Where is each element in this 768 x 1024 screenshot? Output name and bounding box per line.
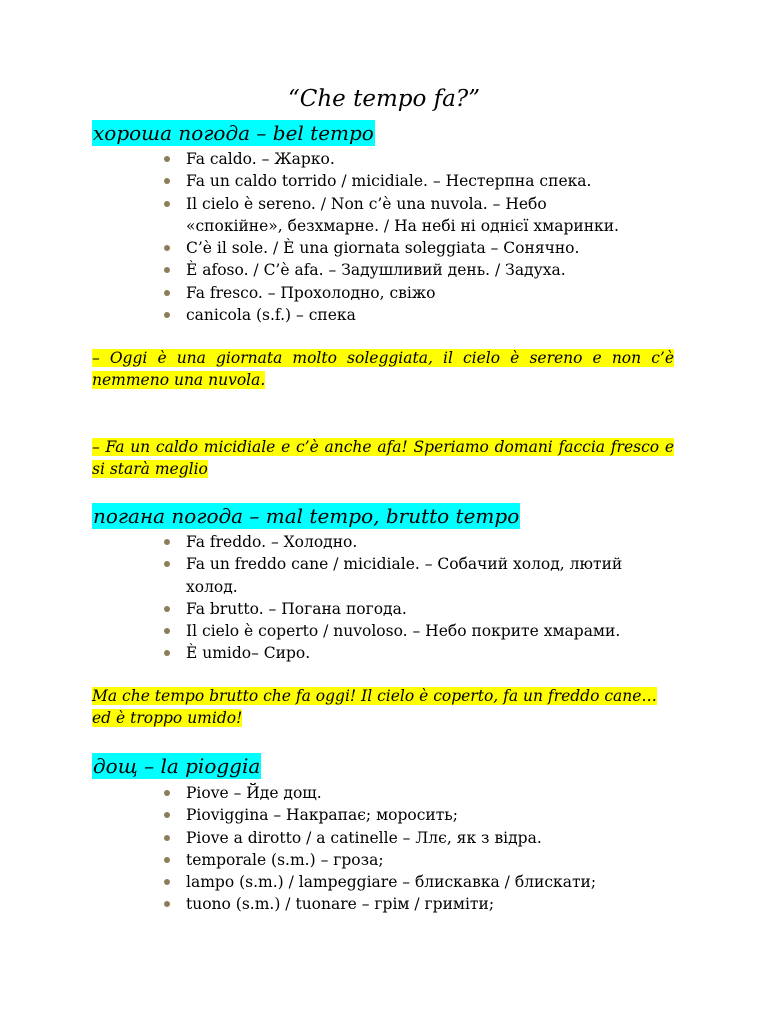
bullet-icon bbox=[164, 156, 170, 162]
list-item: lampo (s.m.) / lampeggiare – блискавка / блискати; bbox=[0, 871, 646, 893]
bullet-icon bbox=[164, 790, 170, 796]
bullet-icon bbox=[164, 312, 170, 318]
bullet-icon bbox=[164, 835, 170, 841]
section-heading-good-weather: хороша погода – bel tempo bbox=[93, 121, 374, 145]
list-item: Il cielo è coperto / nuvoloso. – Небо покрите хмарами. bbox=[0, 620, 646, 642]
bullet-icon bbox=[164, 857, 170, 863]
bullet-icon bbox=[164, 201, 170, 207]
example-sentence-1: – Oggi è una giornata molto soleggiata, il cielo è sereno e non c’è nemmeno una nuvola. bbox=[92, 349, 674, 390]
list-item: Fa un caldo torrido / micidiale. – Нестерпна спека. bbox=[0, 170, 646, 192]
list-item: Pioviggina – Накрапає; моросить; bbox=[0, 804, 646, 826]
bullet-icon bbox=[164, 606, 170, 612]
bullet-icon bbox=[164, 650, 170, 656]
rain-list bbox=[0, 782, 768, 916]
bullet-icon bbox=[164, 879, 170, 885]
bullet-icon bbox=[164, 628, 170, 634]
section-heading-rain: дощ – la pioggia bbox=[93, 754, 261, 778]
list-item: È afoso. / C’è afa. – Задушливий день. / Задуха. bbox=[0, 259, 646, 281]
example-sentence-3: Ma che tempo brutto che fa oggi! Il cielo è coperto, fa un freddo cane… ed è troppo umido! bbox=[92, 687, 657, 728]
bullet-icon bbox=[164, 245, 170, 251]
list-item: Fa caldo. – Жарко. bbox=[0, 148, 646, 170]
list-item: canicola (s.f.) – спека bbox=[0, 304, 646, 326]
bullet-icon bbox=[164, 539, 170, 545]
list-item: Fa un freddo cane / micidiale. – Собачий холод, лютий холод. bbox=[0, 553, 646, 598]
bullet-icon bbox=[164, 178, 170, 184]
bad-weather-list bbox=[0, 531, 768, 665]
section-heading-bad-weather: погана погода – mal tempo, brutto tempo bbox=[93, 504, 520, 528]
list-item: tuono (s.m.) / tuonare – грім / гриміти; bbox=[0, 893, 646, 915]
page-title: “Che tempo fa?” bbox=[288, 86, 480, 112]
list-item: Il cielo è sereno. / Non c’è una nuvola. – Небо «спокійне», безхмарне. / На небі ні однієї хмаринки. bbox=[0, 193, 646, 238]
list-item: Fa fresco. – Прохолодно, свіжо bbox=[0, 282, 646, 304]
list-item: Piove – Йде дощ. bbox=[0, 782, 646, 804]
list-item: temporale (s.m.) – гроза; bbox=[0, 849, 646, 871]
list-item: È umido– Сиро. bbox=[0, 642, 646, 664]
list-item: C’è il sole. / È una giornata soleggiata – Сонячно. bbox=[0, 237, 646, 259]
list-item: Fa brutto. – Погана погода. bbox=[0, 598, 646, 620]
bullet-icon bbox=[164, 561, 170, 567]
good-weather-list bbox=[0, 148, 768, 326]
bullet-icon bbox=[164, 812, 170, 818]
bullet-icon bbox=[164, 267, 170, 273]
list-item: Fa freddo. – Холодно. bbox=[0, 531, 646, 553]
list-item: Piove a dirotto / a catinelle – Ллє, як з відра. bbox=[0, 827, 646, 849]
example-sentence-2: – Fa un caldo micidiale e c’è anche afa! Speriamo domani faccia fresco e si starà meglio bbox=[92, 438, 674, 479]
bullet-icon bbox=[164, 901, 170, 907]
bullet-icon bbox=[164, 290, 170, 296]
